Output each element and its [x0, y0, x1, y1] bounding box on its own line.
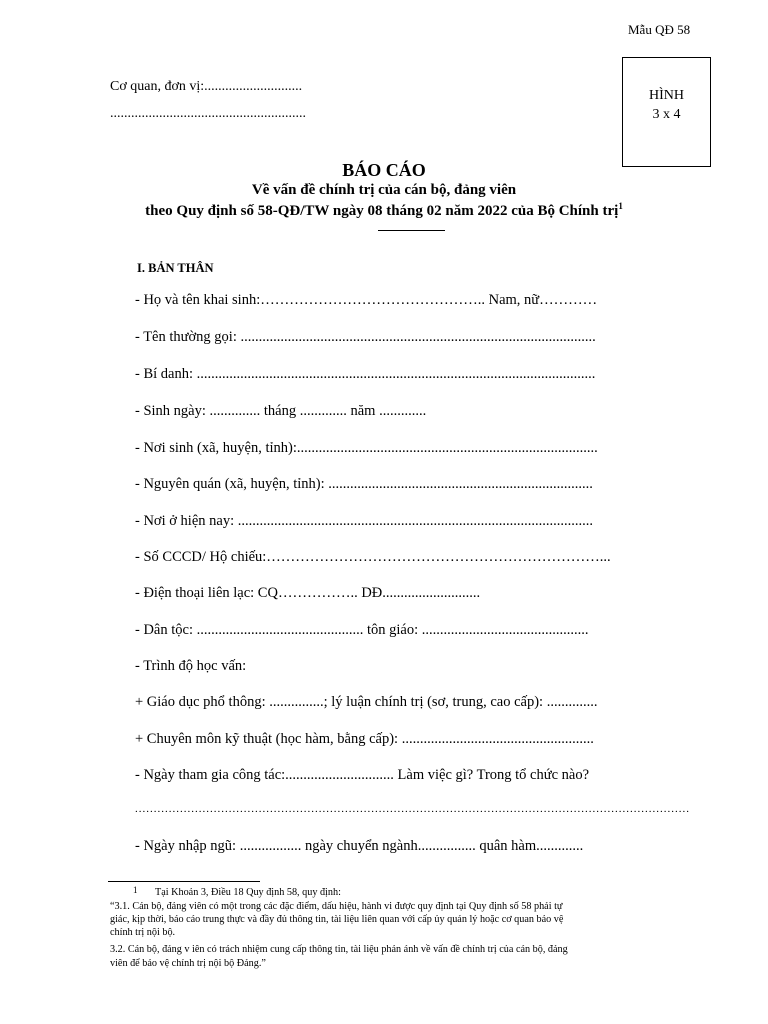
title-underline	[378, 230, 445, 231]
field-birth-name: - Họ và tên khai sinh:……………………………………….. Nam, nữ…………	[135, 292, 598, 308]
field-hometown: - Nguyên quán (xã, huyện, tỉnh): .........................................................................	[135, 476, 593, 492]
photo-label: HÌNH	[649, 88, 684, 103]
section-heading: I. BẢN THÂN	[137, 261, 214, 275]
field-residence: - Nơi ở hiện nay: ..................................................................................................	[135, 513, 593, 529]
document-subtitle-regulation	[0, 201, 768, 220]
agency-line-1: Cơ quan, đơn vị:............................	[110, 79, 303, 94]
footnote-paragraph-2-line-1: 3.2. Cán bộ, đảng v iên có trách nhiệm cung cấp thông tin, tài liệu phản ánh về vấn đề chính trị của cán bộ, đảng	[110, 944, 568, 955]
field-phone: - Điện thoại liên lạc: CQ…………….. DĐ...........................	[135, 585, 481, 601]
field-birth-date: - Sinh ngày: .............. tháng ............. năm .............	[135, 403, 427, 419]
regulation-text: theo Quy định số 58-QĐ/TW ngày 08 tháng 02 năm 2022 của Bộ Chính trị	[145, 203, 619, 219]
footnote-separator	[108, 881, 260, 882]
footnote-paragraph-1-line-1: “3.1. Cán bộ, đảng viên có một trong các đặc điểm, dấu hiệu, hành vi được quy định tại Quy định số 58 phải tự	[110, 901, 563, 912]
agency-line-2: ........................................................	[110, 106, 306, 121]
field-work-continuation: ....................................................................................................................................................	[135, 803, 690, 815]
field-education: - Trình độ học vấn:	[135, 658, 247, 674]
footnote-paragraph-2-line-2: viên để bảo vệ chính trị nội bộ Đảng.”	[110, 958, 266, 969]
document-subtitle: Về vấn đề chính trị của cán bộ, đảng viên	[251, 182, 517, 198]
field-alias: - Bí danh: ..............................................................................................................	[135, 366, 596, 382]
field-ethnicity-religion: - Dân tộc: .............................................. tôn giáo: ..............................................	[135, 622, 589, 638]
field-general-education: + Giáo dục phổ thông: ...............; lý luận chính trị (sơ, trung, cao cấp): ..............	[135, 694, 598, 710]
field-id-number: - Số CCCD/ Hộ chiếu:……………………………………………………………...	[135, 549, 611, 565]
photo-box	[622, 57, 711, 167]
field-professional-qualification: + Chuyên môn kỹ thuật (học hàm, bằng cấp): .....................................................	[135, 731, 594, 747]
document-title: BÁO CÁO	[342, 160, 426, 180]
field-birthplace: - Nơi sinh (xã, huyện, tỉnh):...................................................................................	[135, 440, 598, 456]
form-code: Mẫu QĐ 58	[628, 22, 691, 37]
footnote-paragraph-1-line-3: chính trị nội bộ.	[110, 927, 176, 938]
footnote-number: 1	[133, 885, 138, 895]
field-work-start: - Ngày tham gia công tác:.............................. Làm việc gì? Trong tổ chức nào?	[135, 767, 590, 783]
footnote-paragraph-1-line-2: giác, kịp thời, báo cáo trung thực và đầy đủ thông tin, tài liệu liên quan với cấp ủy quản lý hoặc cơ quan bảo vệ	[110, 914, 564, 925]
footnote-intro: Tại Khoản 3, Điều 18 Quy định 58, quy định:	[155, 887, 341, 898]
field-common-name: - Tên thường gọi: ..................................................................................................	[135, 329, 596, 345]
field-enlistment: - Ngày nhập ngũ: ................. ngày chuyển ngành................ quân hàm.............	[135, 838, 584, 854]
photo-size: 3 x 4	[652, 107, 681, 122]
footnote-mark: 1	[618, 201, 623, 211]
